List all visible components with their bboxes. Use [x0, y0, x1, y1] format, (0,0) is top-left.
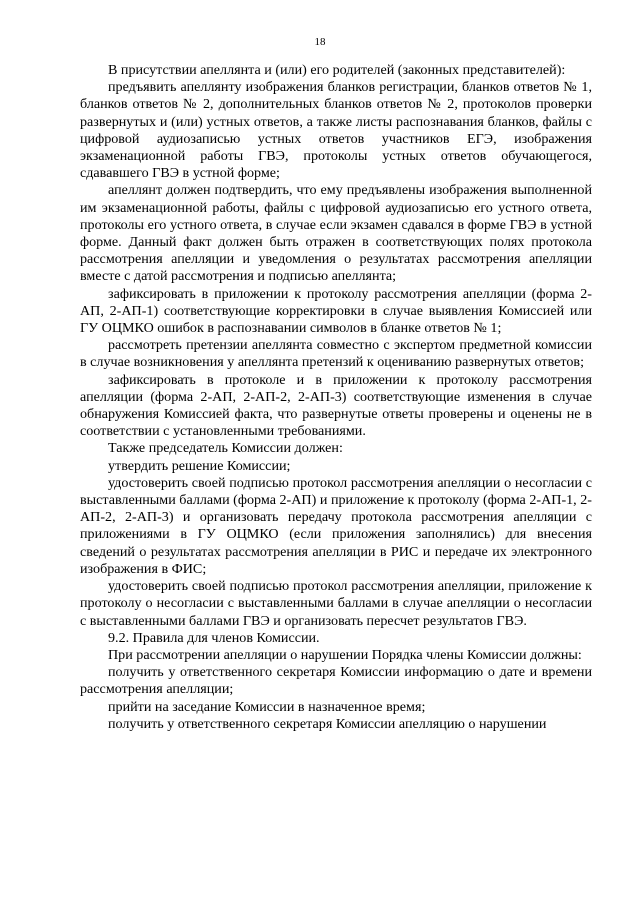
page-number: 18 — [314, 36, 326, 48]
paragraph: получить у ответственного секретаря Комиссии апелляцию о нарушении — [108, 715, 547, 732]
section-heading: 9.2. Правила для членов Комиссии. — [108, 629, 320, 646]
paragraph: удостоверить своей подписью протокол рассмотрения апелляции о несогласии с выставленными баллами (форма 2-АП) и приложение к протоколу (форма 2-АП-1, 2-АП-2, 2-АП-3) и организовать передачу протокола рассмотрения апелляции с приложениями в ГУ ОЦМКО (если приложения заполнялись) для внесения сведений о результатах рассмотрения апелляции в РИС и передаче их электронного изображения в ФИС; — [80, 474, 592, 577]
paragraph: получить у ответственного секретаря Комиссии информацию о дате и времени рассмотрения апелляции; — [80, 664, 592, 698]
paragraph: рассмотреть претензии апеллянта совместно с экспертом предметной комиссии в случае возникновения у апеллянта претензий к оцениванию развернутых ответов; — [80, 337, 592, 371]
paragraph: утвердить решение Комиссии; — [108, 457, 291, 474]
paragraph: При рассмотрении апелляции о нарушении Порядка члены Комиссии должны: — [108, 646, 582, 663]
paragraph: удостоверить своей подписью протокол рассмотрения апелляции, приложение к протоколу о несогласии с выставленными баллами в случае апелляции о несогласии с выставленными баллами ГВЭ и организовать пересчет результатов ГВЭ. — [80, 578, 592, 629]
paragraph: Также председатель Комиссии должен: — [108, 440, 343, 457]
paragraph: В присутствии апеллянта и (или) его родителей (законных представителей): — [108, 62, 566, 78]
paragraph: предъявить апеллянту изображения бланков регистрации, бланков ответов № 1, бланков ответов № 2, дополнительных бланков ответов № 2, протоколов проверки развернутых и (или) устных ответов, а также листы распознавания бланков, файлы с цифровой аудиозаписью устных ответов участников ЕГЭ, изображения экзаменационной работы ГВЭ, протоколы устных ответов обучающегося, сдававшего ГВЭ в устной форме; — [80, 79, 592, 182]
paragraph: зафиксировать в приложении к протоколу рассмотрения апелляции (форма 2-АП, 2-АП-1) соответствующие корректировки в случае выявления Комиссией или ГУ ОЦМКО ошибок в распознавании символов в бланке ответов № 1; — [80, 285, 592, 337]
document-body — [80, 62, 592, 733]
paragraph: апеллянт должен подтвердить, что ему предъявлены изображения выполненной им экзаменационной работы, файлы с цифровой аудиозаписью его устного ответа, протоколы его устного ответа, в случае если экзамен сдавался в форме ГВЭ в устной форме. Данный факт должен быть отражен в соответствующих полях протокола рассмотрения апелляции и уведомления о результатах рассмотрения апелляции вместе с датой рассмотрения и подписью апеллянта; — [80, 182, 592, 285]
paragraph: зафиксировать в протоколе и в приложении к протоколу рассмотрения апелляции (форма 2-АП, 2-АП-2, 2-АП-3) соответствующие изменения в случае обнаружения Комиссией факта, что развернутые ответы проверены и оценены не в соответствии с установленными требованиями. — [80, 371, 592, 440]
paragraph: прийти на заседание Комиссии в назначенное время; — [108, 698, 426, 715]
